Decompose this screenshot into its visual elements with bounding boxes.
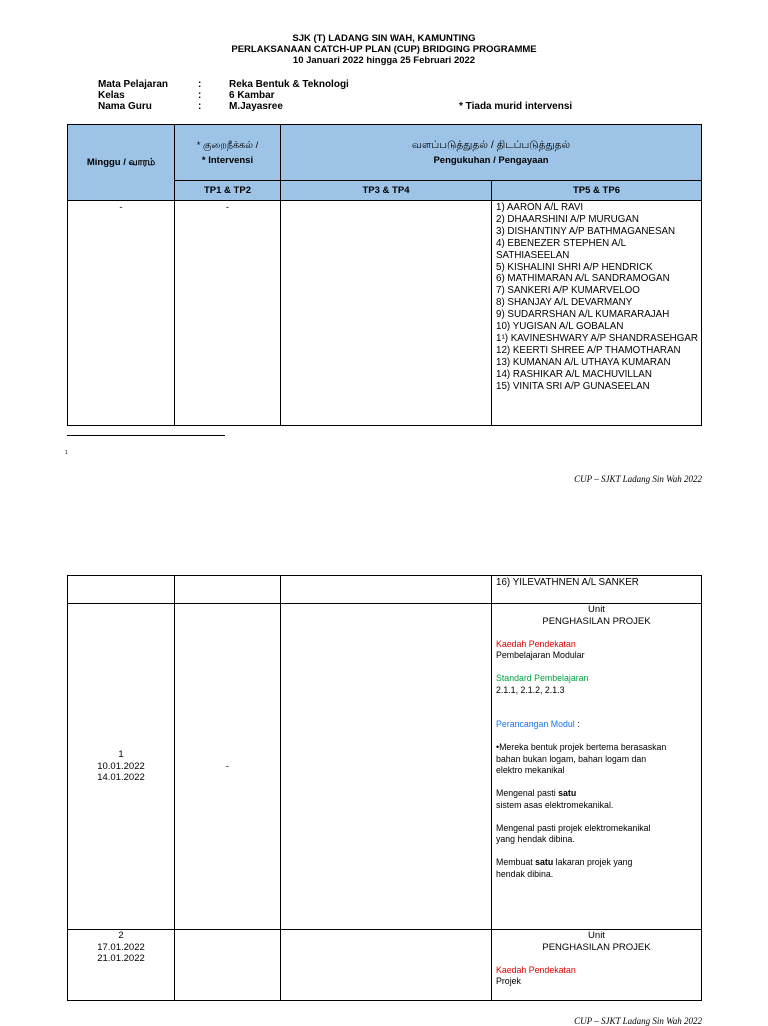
programme-dates: 10 Januari 2022 hingga 25 Februari 2022 [292,55,476,66]
plan-text: Mengenal pasti projek elektromekanikal [496,822,651,833]
week-cell: - [68,201,175,426]
kaedah-value: Pembelajaran Modular [496,650,585,660]
tp56-plan-cell [492,604,702,930]
week-end-date: 14.01.2022 [97,772,145,784]
plan-text-part: Membuat [496,857,536,867]
week-1-cell [68,604,175,930]
cup-table-continued [67,575,702,1001]
week-header: Minggu / வாரம் [68,125,175,201]
list-item: 16) YILEVATHNEN A/L SANKER [492,576,702,604]
plan-text [496,857,697,869]
unit-label: Unit [588,604,605,615]
page-footer: CUP – SJKT Ladang Sin Wah 2022 [574,474,702,484]
list-item: 15) VINITA SRI A/P GUNASEELAN [496,380,650,392]
list-item: 7) SANKERI A/P KUMARVELOO [496,285,640,297]
cup-table [67,124,702,426]
class-label: Kelas [98,90,125,101]
week-start-date: 17.01.2022 [97,941,145,953]
enrichment-header [281,125,702,181]
plan-text [496,788,697,800]
list-item: 13) KUMANAN A/L UTHAYA KUMARAN [496,356,671,368]
plan-heading [496,719,697,731]
tp12-header: TP1 & TP2 [175,181,281,201]
intervention-header-line2: * Intervensi [201,154,254,166]
intervention-header [175,125,281,181]
list-item: 1) AARON A/L RAVI [496,202,584,213]
list-item: 3) DISHANTINY A/P BATHMAGANESAN [496,225,676,237]
colon: : [198,101,202,112]
plan-text: sistem asas elektromekanikal. [496,799,614,810]
plan-text: bahan bukan logam, bahan logam dan [496,753,647,764]
page-footer: CUP – SJKT Ladang Sin Wah 2022 [574,1016,702,1026]
intervention-note: * Tiada murid intervensi [459,101,573,112]
plan-text: elektro mekanikal [496,765,565,775]
tp56-plan-cell [492,930,702,1001]
enrichment-header-line2: Pengukuhan / Pengayaan [433,154,549,166]
list-item: 6) MATHIMARAN A/L SANDRAMOGAN [496,273,670,285]
week-end-date: 21.01.2022 [97,953,145,964]
list-item: 14) RASHIKAR A/L MACHUVILLAN [496,368,652,380]
kaedah-value: Projek [496,976,521,986]
list-item: 9) SUDARRSHAN A/L KUMARARAJAH [496,309,670,321]
unit-name: PENGHASILAN PROJEK [542,615,651,627]
plan-label: Perancangan Modul [496,719,575,729]
list-item: 4) EBENEZER STEPHEN A/L SATHIASEELAN [496,237,626,261]
plan-text-bold: satu [535,857,554,867]
week-number: 1 [118,749,124,761]
programme-title: PERLAKSANAAN CATCH-UP PLAN (CUP) BRIDGING PROGRAMME [231,44,537,55]
subject-label: Mata Pelajaran [98,79,169,90]
plan-text: yang hendak dibina. [496,834,575,844]
plan-text: •Mereka bentuk projek bertema berasaskan [496,742,667,752]
class-value: 6 Kambar [229,90,275,101]
tp34-cell [281,930,492,1001]
tp34-cell [281,604,492,930]
tp12-cell: - [175,201,281,426]
list-item: 10) YUGISAN A/L GOBALAN [496,321,624,333]
tp34-header: TP3 & TP4 [281,181,492,201]
tp56-cell [492,201,702,426]
unit-name: PENGHASILAN PROJEK [542,941,651,953]
standard-value: 2.1.1, 2.1.2, 2.1.3 [496,684,565,695]
enrichment-header-line1: வளப்படுத்துதல் / திடப்படுத்துதல் [411,138,571,151]
tp34-cell [281,201,492,426]
colon: : [198,79,202,90]
plan-text: hendak dibina. [496,868,554,879]
list-item: 2) DHAARSHINI A/P MURUGAN [496,213,639,225]
plan-colon: : [574,719,580,729]
tp12-cell [175,930,281,1001]
school-name: SJK (T) LADANG SIN WAH, KAMUNTING [292,33,476,44]
week-start-date: 10.01.2022 [97,760,145,772]
week-cell [68,576,175,604]
tp56-header: TP5 & TP6 [492,181,702,201]
unit-label: Unit [588,930,605,941]
tp12-cell: - [175,604,281,930]
plan-text-part: Mengenal pasti [496,788,559,798]
list-item: 8) SHANJAY A/L DEVARMANY [496,297,633,309]
kaedah-label: Kaedah Pendekatan [496,964,576,975]
list-item: 1¹) KAVINESHWARY A/P SHANDRASEHGAR [496,332,698,344]
week-2-cell [68,930,175,1001]
subject-value: Reka Bentuk & Teknologi [229,79,349,90]
kaedah-label: Kaedah Pendekatan [496,638,576,649]
tp12-cell [175,576,281,604]
tp34-cell [281,576,492,604]
plan-text-bold: satu [558,788,577,798]
footnote-rule [67,435,225,436]
plan-text-part: lakaran projek yang [553,857,633,867]
footnote-mark: 1 [65,450,68,456]
list-item: 5) KISHALINI SHRI A/P HENDRICK [496,261,653,273]
standard-label: Standard Pembelajaran [496,673,589,683]
list-item: 12) KEERTI SHREE A/P THAMOTHARAN [496,344,681,356]
week-number: 2 [118,930,124,941]
teacher-label: Nama Guru [98,101,152,112]
teacher-value: M.Jayasree [229,101,283,112]
colon: : [198,90,202,101]
intervention-header-line1: * குறைநீக்கல் / [196,139,259,151]
